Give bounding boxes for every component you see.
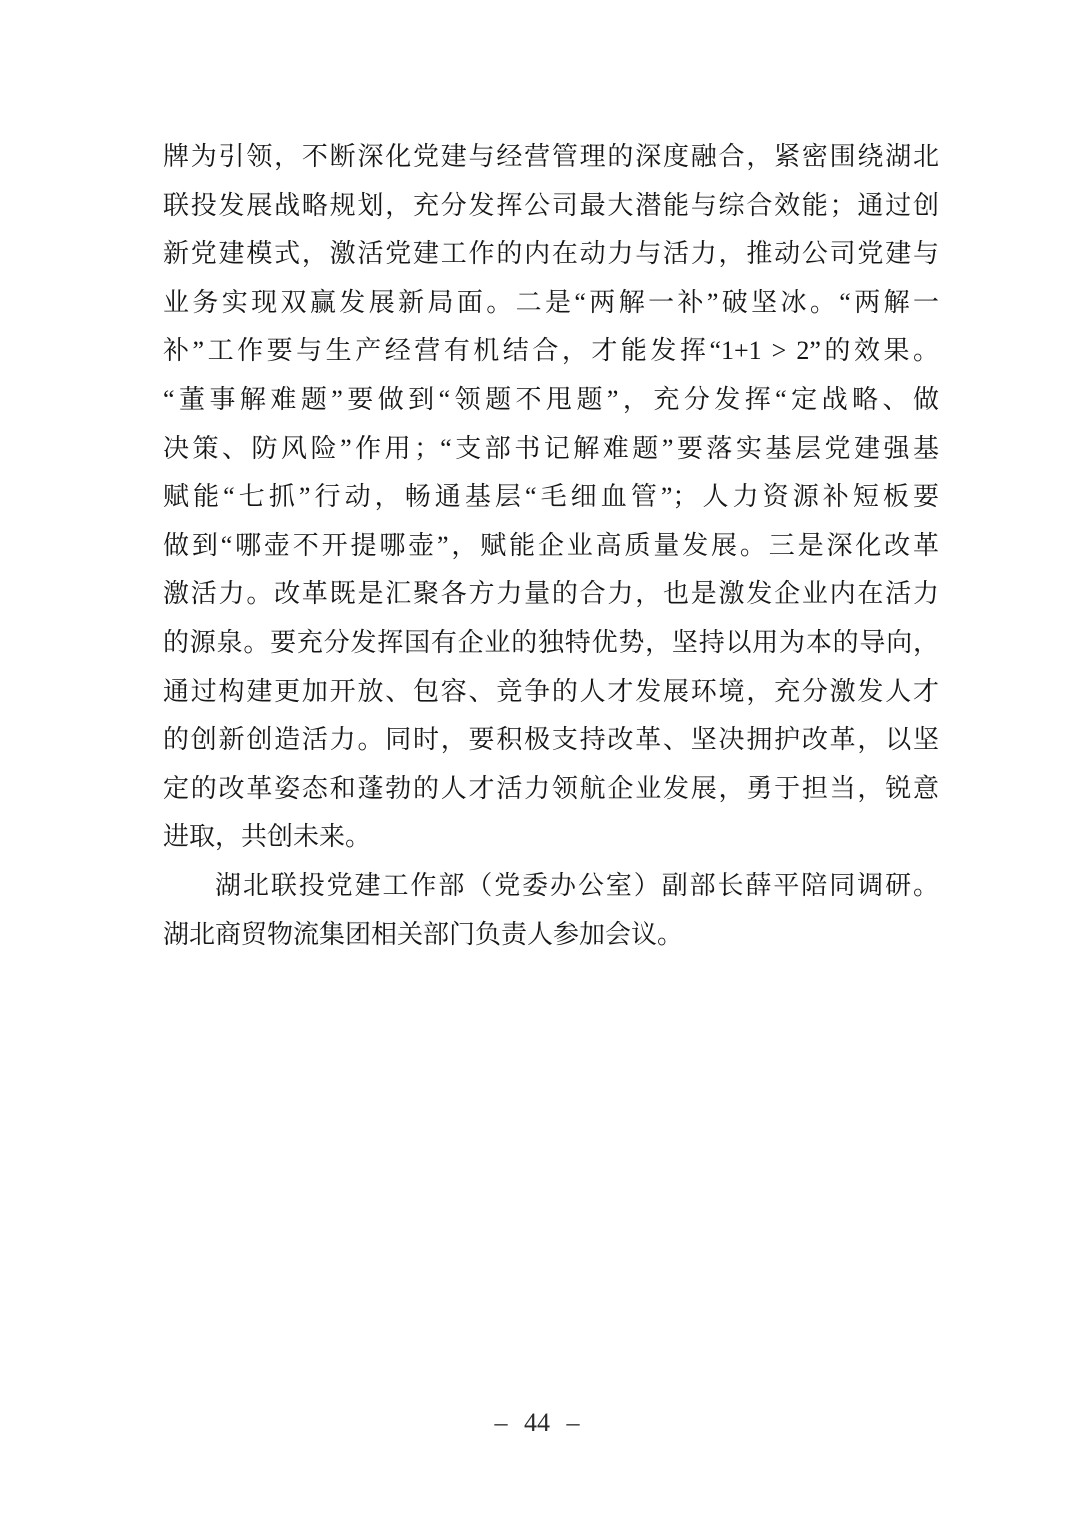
text-line: 联投发展战略规划，充分发挥公司最大潜能与综合效能；通过创 [163, 190, 939, 220]
text-line: 决策、防风险”作用；“支部书记解难题”要落实基层党建强基 [163, 433, 939, 463]
page-number: – 44 – [494, 1408, 580, 1437]
paragraph [163, 133, 939, 862]
text-line: 补”工作要与生产经营有机结合，才能发挥“1+1 > 2”的效果。 [163, 336, 939, 366]
paragraph [163, 862, 939, 959]
text-line: 激活力。改革既是汇聚各方力量的合力，也是激发企业内在活力 [163, 579, 939, 609]
document-body [163, 133, 939, 959]
text-line: 牌为引领，不断深化党建与经营管理的深度融合，紧密围绕湖北 [163, 142, 939, 171]
text-line: 业务实现双赢发展新局面。二是“两解一补”破坚冰。“两解一 [163, 287, 939, 317]
text-line: 的创新创造活力。同时，要积极支持改革、坚决拥护改革，以坚 [163, 725, 939, 755]
text-line: 湖北联投党建工作部（党委办公室）副部长薛平陪同调研。 [215, 870, 939, 900]
text-line: 定的改革姿态和蓬勃的人才活力领航企业发展，勇于担当，锐意 [163, 773, 939, 803]
text-line: 湖北商贸物流集团相关部门负责人参加会议。 [163, 919, 684, 949]
text-line: 做到“哪壶不开提哪壶”，赋能企业高质量发展。三是深化改革 [163, 530, 939, 560]
text-line: 新党建模式，激活党建工作的内在动力与活力，推动公司党建与 [163, 239, 939, 269]
text-line: 的源泉。要充分发挥国有企业的独特优势，坚持以用为本的导向， [163, 627, 939, 657]
text-line: 通过构建更加开放、包容、竞争的人才发展环境，充分激发人才 [163, 676, 939, 706]
text-line: 进取，共创未来。 [163, 822, 372, 852]
text-line: 赋能“七抓”行动，畅通基层“毛细血管”；人力资源补短板要 [163, 482, 939, 512]
text-line: “董事解难题”要做到“领题不甩题”，充分发挥“定战略、做 [163, 384, 939, 414]
